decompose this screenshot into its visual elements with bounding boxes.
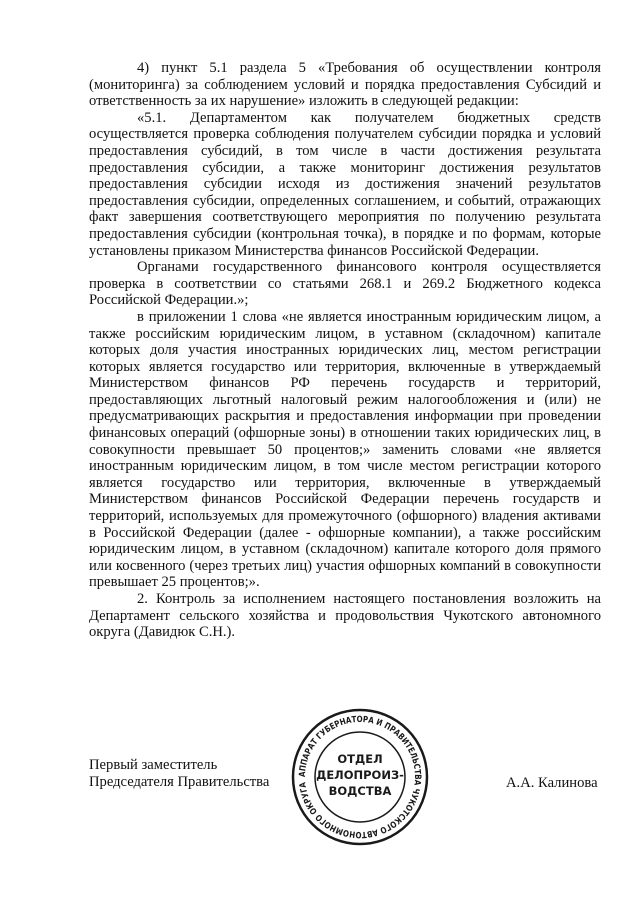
signatory-position-line2: Председателя Правительства <box>89 774 270 790</box>
paragraph-control-clause: 2. Контроль за исполнением настоящего постановления возложить на Департамент сельского хозяйства и продовольствия Чукотского автономного округа (Давидюк С.Н.). <box>89 591 601 641</box>
document-body <box>89 60 601 641</box>
paragraph-item-4: 4) пункт 5.1 раздела 5 «Требования об осуществлении контроля (мониторинга) за соблюдением условий и порядка предоставления Субсидий и ответственность за их нарушение» изложить в следующей редакции: <box>89 60 601 110</box>
stamp-center-line1: ОТДЕЛ <box>337 752 383 766</box>
paragraph-5-1: «5.1. Департаментом как получателем бюджетных средств осуществляется проверка соблюдения получателем субсидии порядка и условий предоставления субсидий, в том числе в части достижения результата предоставления субсидии, а также мониторинг достижения результатов предоставления субсидии исходя из достижения значений результатов предоставления субсидии, определенных соглашением, и событий, отражающих факт завершения соответствующего мероприятия по получению результата предоставления субсидии (контрольная точка), в порядке и по формам, которые установлены приказом Министерства финансов Российской Федерации. <box>89 109 601 259</box>
signatory-name: А.А. Калинова <box>506 775 598 791</box>
signatory-position <box>89 757 269 791</box>
stamp-center-line3: ВОДСТВА <box>328 784 392 798</box>
official-stamp <box>290 707 430 847</box>
stamp-center-line2: ДЕЛОПРОИЗ- <box>316 768 404 782</box>
paragraph-financial-control: Органами государственного финансового контроля осуществляется проверка в соответствии со статьями 268.1 и 269.2 Бюджетного кодекса Российской Федерации.»; <box>89 259 601 309</box>
stamp-ring-text: АППАРАТ ГУБЕРНАТОРА И ПРАВИТЕЛЬСТВА ЧУКОТСКОГО АВТОНОМНОГО ОКРУГА <box>297 714 423 840</box>
paragraph-appendix-1: в приложении 1 слова «не является иностранным юридическим лицом, а также российским юридическим лицом, в уставном (складочном) капитале которых доля участия иностранных юридических лиц, местом регистрации которых является государство или территория, включенные в утверждаемый Министерством финансов РФ перечень государств и территорий, предоставляющих льготный налоговый режим налогообложения и (или) не предусматривающих раскрытия и предоставления информации при проведении финансовых операций (офшорные зоны) в отношении таких юридических лиц, в совокупности превышает 50 процентов;» заменить словами «не является иностранным юридическим лицом, в том числе местом регистрации которого является государство или территория, включенные в утверждаемый Министерством финансов Российской Федерации перечень государств и территорий, используемых для промежуточного (офшорного) владения активами в Российской Федерации (далее - офшорные компании), а также российским юридическим лицом, в уставном (складочном) капитале которого доля прямого или косвенного (через третьих лиц) участия офшорных компаний в совокупности превышает 25 процентов;». <box>89 308 601 591</box>
signatory-position-line1: Первый заместитель <box>89 757 218 773</box>
